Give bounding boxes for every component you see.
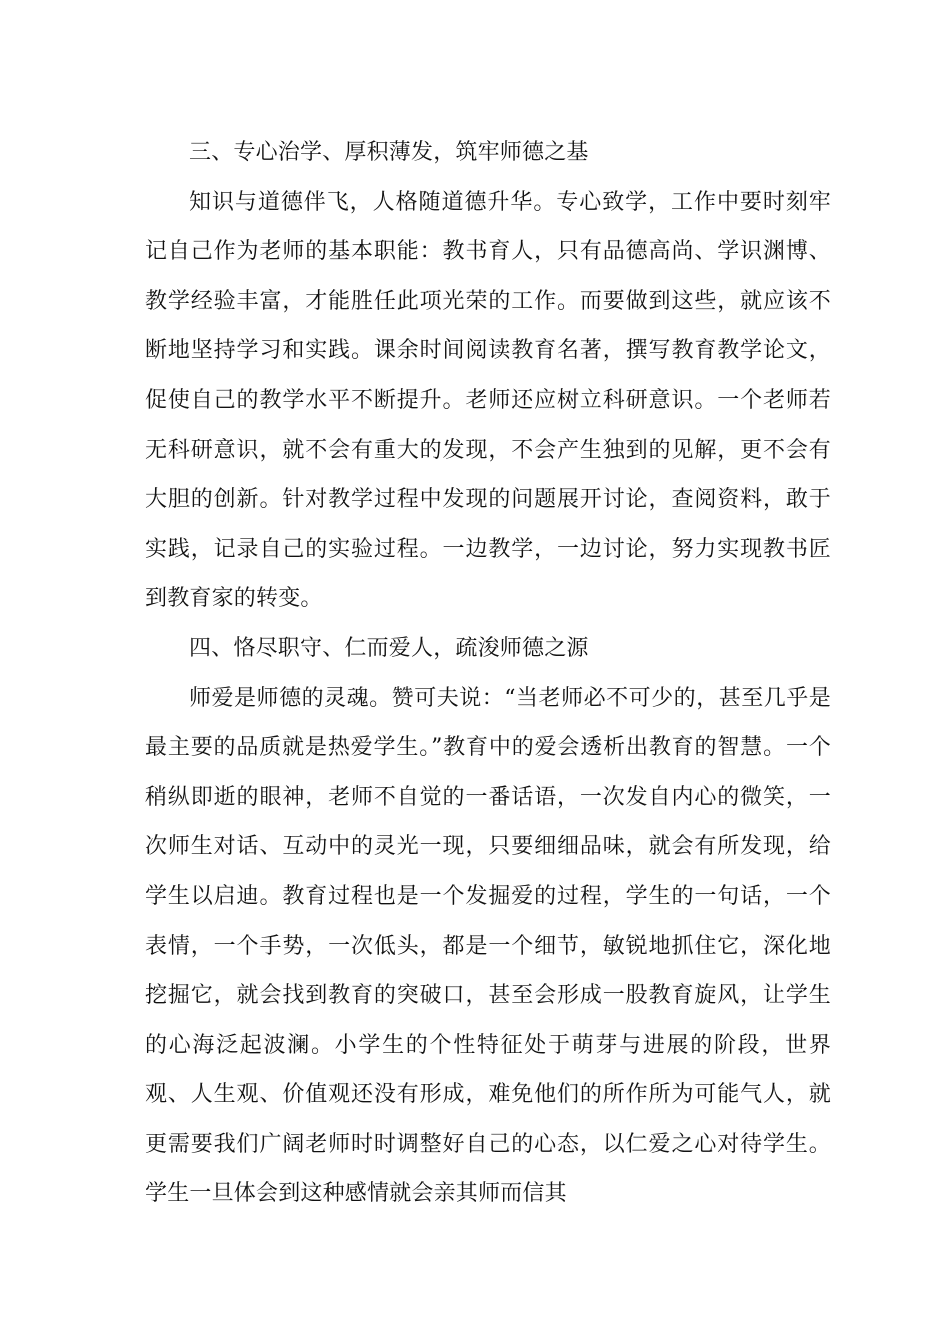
section-3-paragraph-1: 知识与道德伴飞，人格随道德升华。专心致学，工作中要时刻牢记自己作为老师的基本职能：教书育人，只有品德高尚、学识渊博、教学经验丰富，才能胜任此项光荣的工作。而要做到这些，就应该不断地坚持学习和实践。课余时间阅读教育名著，撰写教育教学论文，促使自己的教学水平不断提升。老师还应树立科研意识。一个老师若无科研意识，就不会有重大的发现，不会产生独到的见解，更不会有大胆的创新。针对教学过程中发现的问题展开讨论，查阅资料，敢于实践，记录自己的实验过程。一边教学，一边讨论，努力实现教书匠到教育家的转变。 bbox=[145, 189, 831, 612]
section-4-paragraph-1: 师爱是师德的灵魂。赞可夫说：“当老师必不可少的，甚至几乎是最主要的品质就是热爱学生。”教育中的爱会透析出教育的智慧。一个稍纵即逝的眼神，老师不自觉的一番话语，一次发自内心的微笑，一次师生对话、互动中的灵光一现，只要细细品味，就会有所发现，给学生以启迪。教育过程也是一个发掘爱的过程，学生的一句话，一个表情，一个手势，一次低头，都是一个细节，敏锐地抓住它，深化地挖掘它，就会找到教育的突破口，甚至会形成一股教育旋风，让学生的心海泛起波澜。小学生的个性特征处于萌芽与进展的阶段，世界观、人生观、价值观还没有形成，难免他们的所作所为可能气人，就更需要我们广阔老师时时调整好自己的心态，以仁爱之心对待学生。学生一旦体会到这种感情就会亲其师而信其 bbox=[145, 685, 831, 1207]
section-heading-3: 三、专心治学、厚积薄发，筑牢师德之基 bbox=[189, 140, 589, 165]
document-page bbox=[145, 128, 831, 1219]
section-heading-4: 四、恪尽职守、仁而爱人，疏浚师德之源 bbox=[189, 635, 589, 661]
